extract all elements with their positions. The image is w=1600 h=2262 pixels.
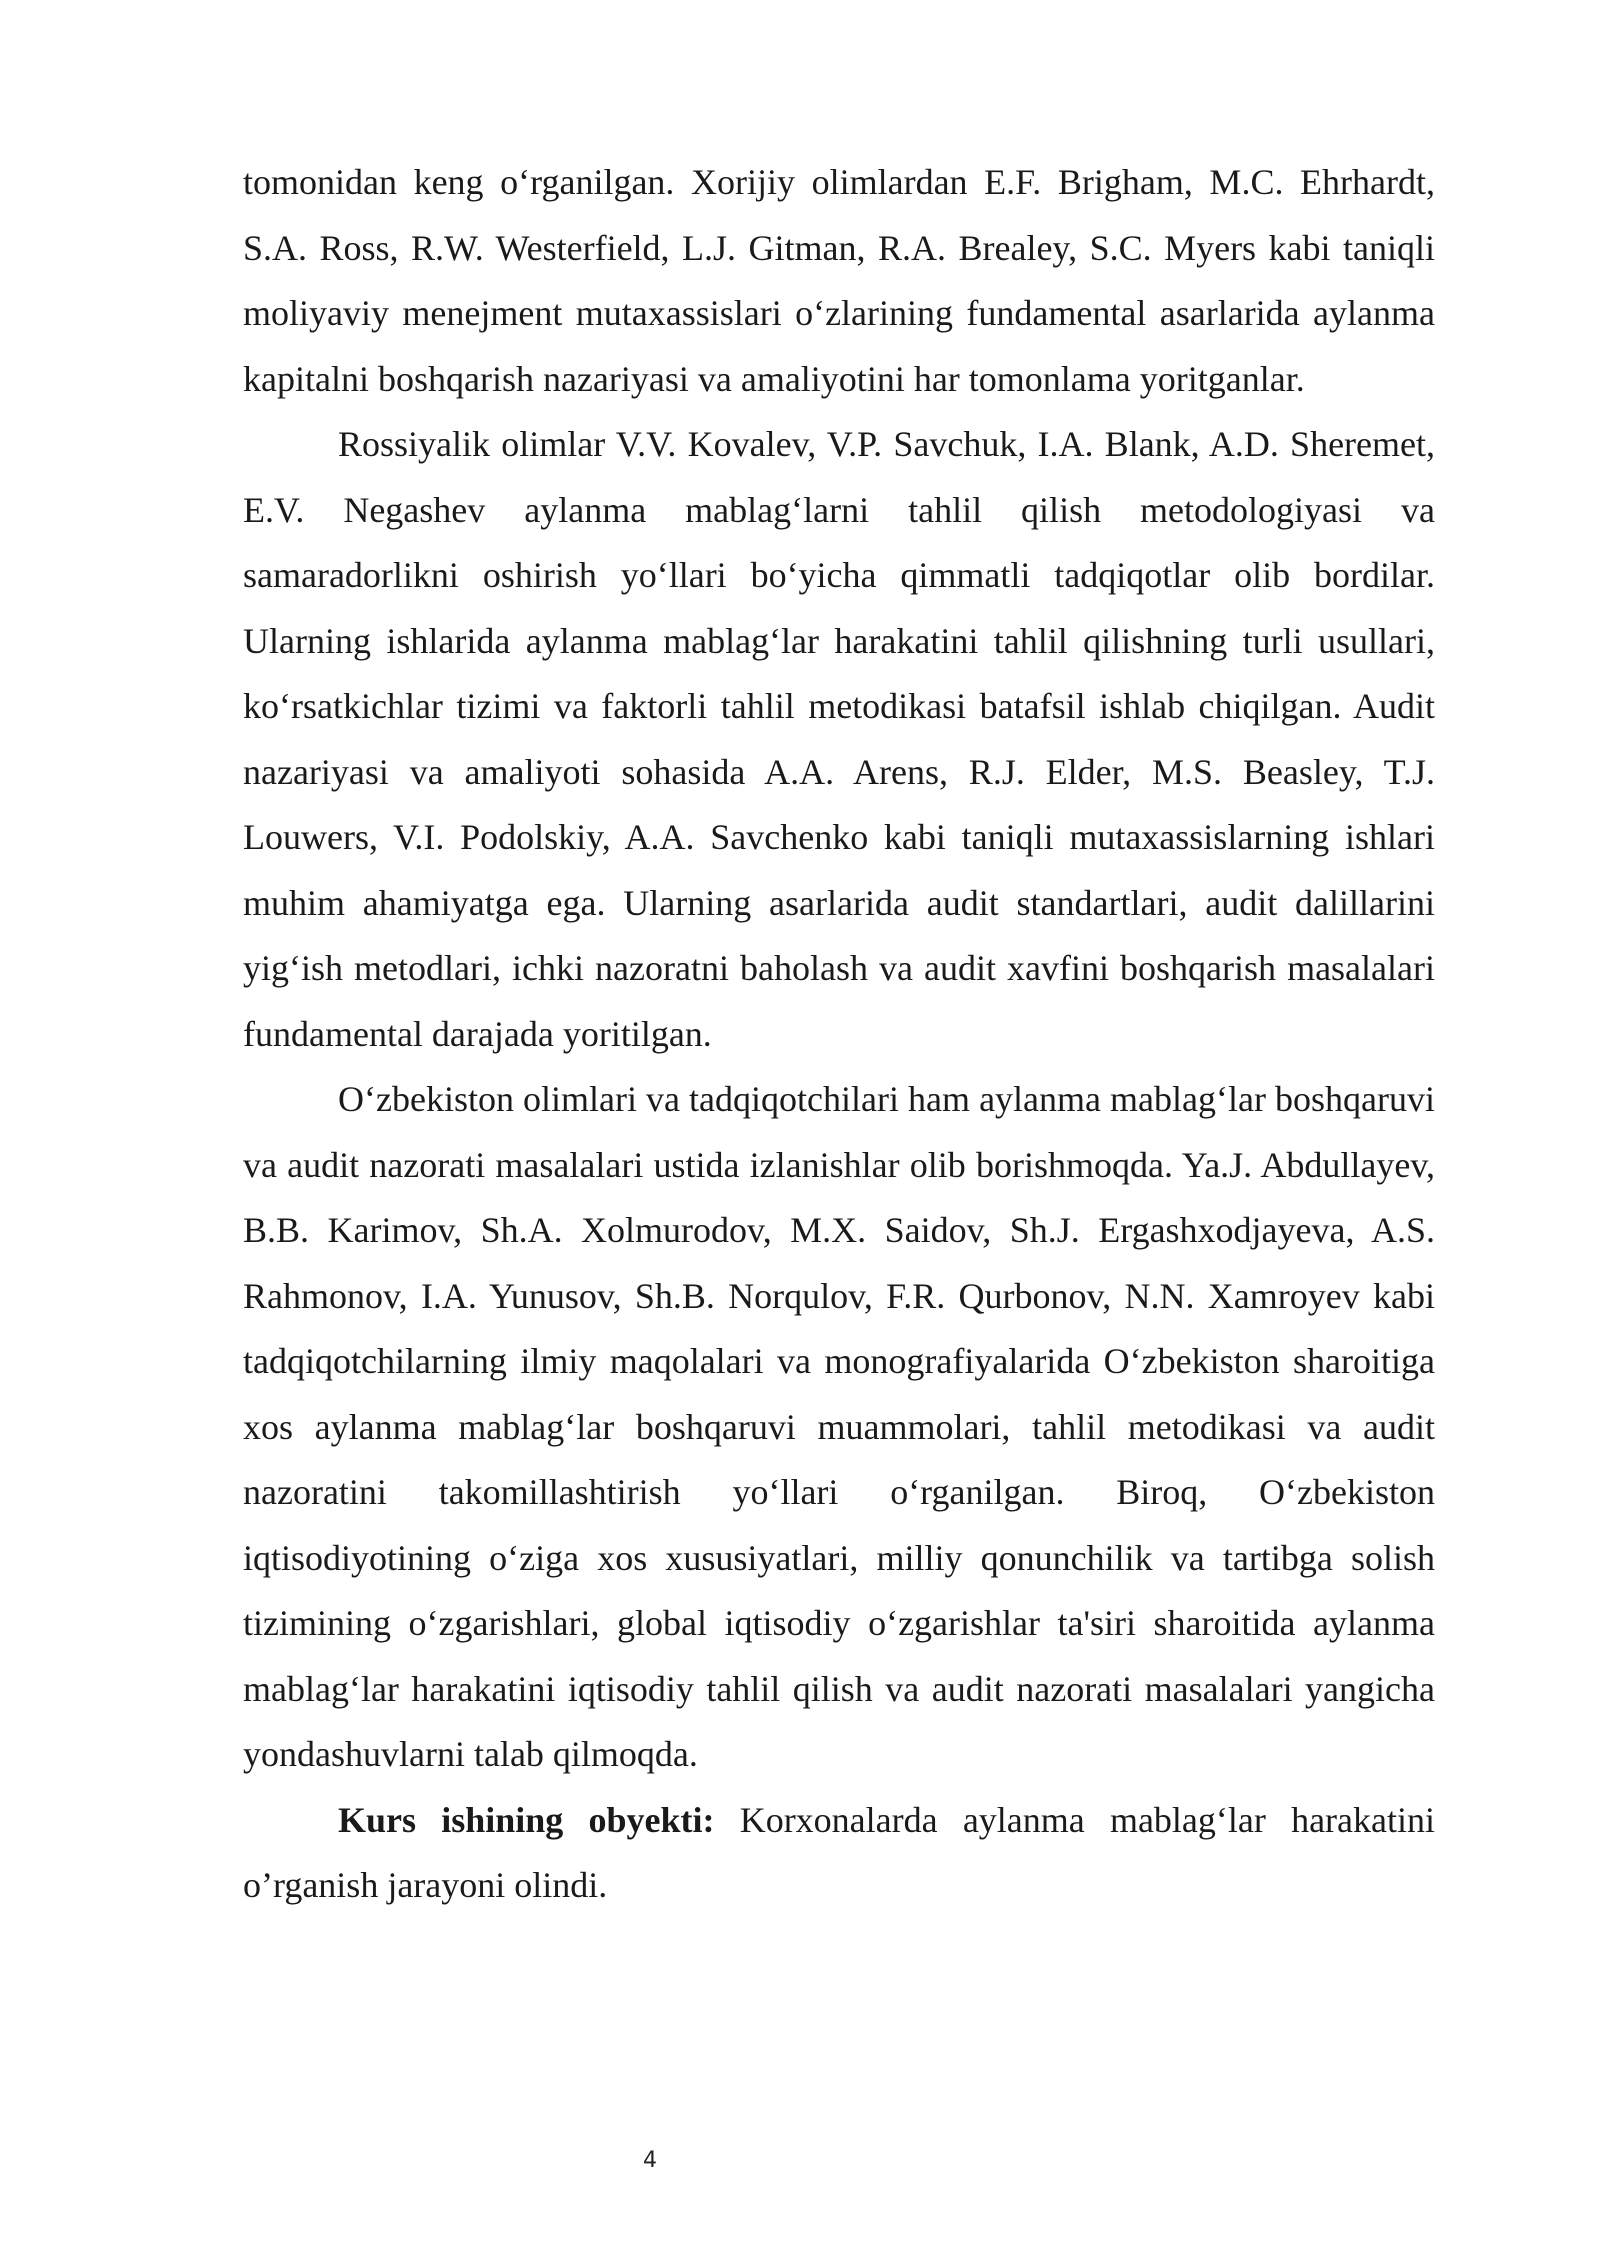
course-object-heading: Kurs ishining obyekti: xyxy=(338,1799,715,1840)
paragraph-russian-scholars: Rossiyalik olimlar V.V. Kovalev, V.P. Savchuk, I.A. Blank, A.D. Sheremet, E.V. Negashev aylanma mablag‘larni tahlil qilish metodologiyasi va samaradorlikni oshirish yo‘llari bo‘yicha qimmatli tadqiqotlar olib bordilar. Ularning ishlarida aylanma mablag‘lar harakatini tahlil qilishning turli usullari, ko‘rsatkichlar tizimi va faktorli tahlil metodikasi batafsil ishlab chiqilgan. Audit nazariyasi va amaliyoti sohasida A.A. Arens, R.J. Elder, M.S. Beasley, T.J. Louwers, V.I. Podolskiy, A.A. Savchenko kabi taniqli mutaxassislarning ishlari muhim ahamiyatga ega. Ularning asarlarida audit standartlari, audit dalillarini yig‘ish metodlari, ichki nazoratni baholash va audit xavfini boshqarish masalalari fundamental darajada yoritilgan. xyxy=(243,424,1435,1054)
paragraph-foreign-scholars: tomonidan keng o‘rganilgan. Xorijiy olimlardan E.F. Brigham, M.C. Ehrhardt, S.A. Ross, R.W. Westerfield, L.J. Gitman, R.A. Brealey, S.C. Myers kabi taniqli moliyaviy menejment mutaxassislari o‘zlarining fundamental asarlarida aylanma kapitalni boshqarish nazariyasi va amaliyotini har tomonlama yoritganlar. xyxy=(243,162,1435,399)
document-page xyxy=(243,150,1435,1919)
course-object-text: Korxonalarda aylanma mablag‘lar harakatini o’rganish jarayoni olindi. xyxy=(243,1799,1436,1905)
page-number: 4 xyxy=(643,2148,657,2173)
paragraph-uzbek-scholars: O‘zbekiston olimlari va tadqiqotchilari ham aylanma mablag‘lar boshqaruvi va audit nazorati masalalari ustida izlanishlar olib borishmoqda. Ya.J. Abdullayev, B.B. Karimov, Sh.A. Xolmurodov, M.X. Saidov, Sh.J. Ergashxodjayeva, A.S. Rahmonov, I.A. Yunusov, Sh.B. Norqulov, F.R. Qurbonov, N.N. Xamroyev kabi tadqiqotchilarning ilmiy maqolalari va monografiyalarida O‘zbekiston sharoitiga xos aylanma mablag‘lar boshqaruvi muammolari, tahlil metodikasi va audit nazoratini takomillashtirish yo‘llari o‘rganilgan. Biroq, O‘zbekiston iqtisodiyotining o‘ziga xos xususiyatlari, milliy qonunchilik va tartibga solish tizimining o‘zgarishlari, global iqtisodiy o‘zgarishlar ta'siri sharoitida aylanma mablag‘lar harakatini iqtisodiy tahlil qilish va audit nazorati masalalari yangicha yondashuvlarni talab qilmoqda. xyxy=(243,1079,1435,1774)
paragraph-course-object xyxy=(243,1788,1435,1919)
